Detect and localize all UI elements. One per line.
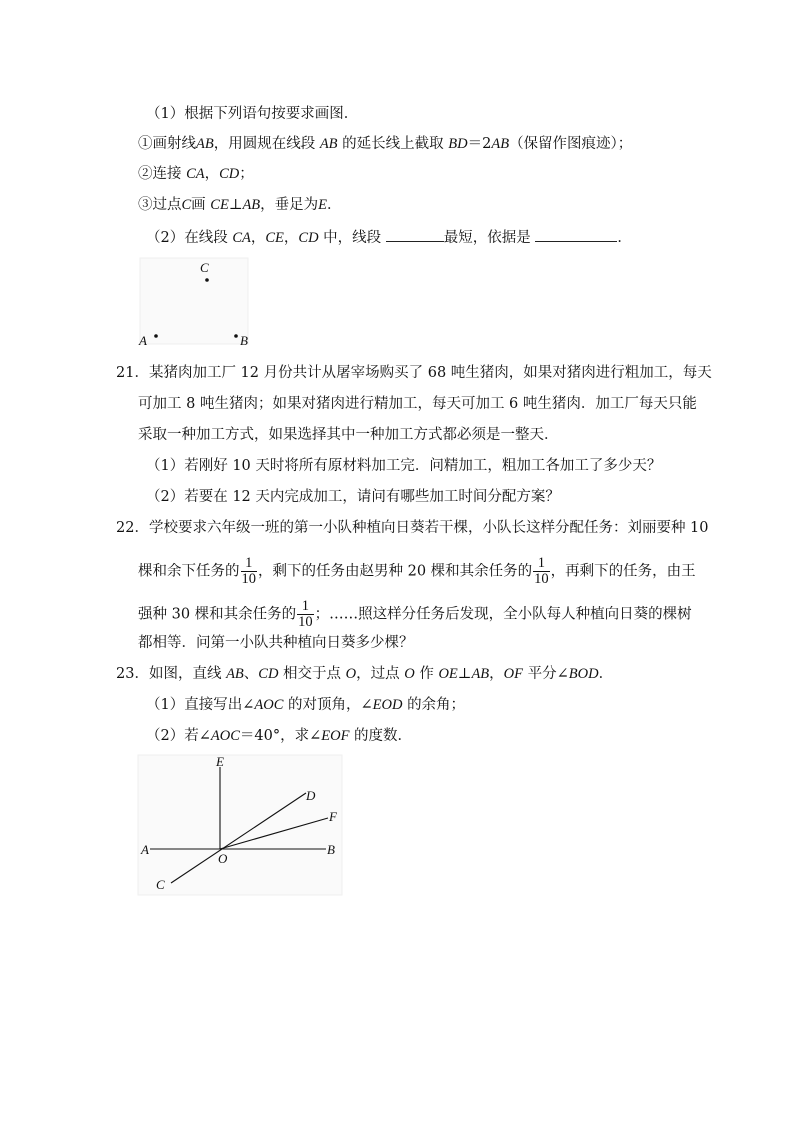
q21-line3: 采取一种加工方式，如果选择其中一种加工方式都必须是一整天． (138, 427, 559, 443)
q20-part1-prompt: （1）根据下列语句按要求画图． (146, 106, 359, 122)
fraction-one-tenth: $\frac{1}{10}$ (241, 555, 256, 587)
q22-line3: 强种 30 棵和其余任务的 $\frac{1}{10}$ ；……照这样分任务后发现，全小队每人种植向日葵的棵树 (138, 598, 692, 630)
q22-line4: 都相等．问第一小队共种植向日葵多少棵？ (138, 635, 414, 651)
q21-line1: 21．某猪肉加工厂 12 月份共计从屠宰场购买了 68 吨生猪肉，如果对猪肉进行粗加工，每天 (116, 365, 712, 381)
q20-step3: ③过点C画 CE⊥AB，垂足为E． (138, 197, 342, 213)
answer-blank-reason[interactable] (535, 227, 617, 242)
point-o-label: O (218, 851, 228, 866)
q20-part2-question: （2）在线段 CA，CE，CD 中，线段 最短，依据是 ． (146, 227, 632, 248)
fraction-one-tenth: $\frac{1}{10}$ (298, 598, 313, 630)
q20-step2: ②连接 CA，CD； (138, 166, 254, 182)
fraction-one-tenth: $\frac{1}{10}$ (534, 555, 549, 587)
q21-sub2: （2）若要在 12 天内完成加工，请问有哪些加工时间分配方案？ (146, 489, 560, 505)
point-f-label: F (329, 809, 337, 824)
figure-background (140, 258, 248, 344)
q23-sub1: （1）直接写出∠AOC 的对顶角，∠EOD 的余角； (146, 697, 466, 713)
point-c-label: C (156, 877, 165, 892)
point-b (234, 334, 238, 338)
point-a (154, 334, 158, 338)
point-a-label: A (139, 333, 147, 348)
figure-background (138, 755, 342, 895)
q22-line1: 22．学校要求六年级一班的第一小队种植向日葵若干棵，小队长这样分配任务：刘丽要种 10 (116, 520, 709, 536)
point-c (205, 278, 209, 282)
answer-blank-segment[interactable] (386, 227, 444, 242)
point-a-label: A (141, 842, 149, 857)
point-c-label: C (200, 260, 209, 275)
q22-line2: 棵和余下任务的 $\frac{1}{10}$ ，剩下的任务由赵男种 20 棵和其余任务的 $\frac{1}{10}$ ，再剩下的任务，由王 (138, 555, 696, 587)
q20-figure (136, 256, 252, 352)
q23-sub2: （2）若∠AOC＝40°，求∠EOF 的度数． (146, 728, 413, 744)
point-d-label: D (306, 788, 316, 803)
q23-figure (136, 753, 346, 898)
point-b-label: B (240, 333, 248, 348)
point-b-label: B (327, 842, 335, 857)
q23-stem: 23．如图，直线 AB、CD 相交于点 O，过点 O 作 OE⊥AB，OF 平分∠BOD． (116, 666, 614, 682)
q21-line2: 可加工 8 吨生猪肉；如果对猪肉进行精加工，每天可加工 6 吨生猪肉．加工厂每天只能 (138, 396, 697, 412)
q20-step1: ①画射线AB，用圆规在线段 AB 的延长线上截取 BD＝2AB（保留作图痕迹）； (138, 136, 633, 152)
q21-sub1: （1）若刚好 10 天时将所有原材料加工完．问精加工，粗加工各加工了多少天？ (146, 458, 662, 474)
point-e-label: E (216, 754, 224, 769)
